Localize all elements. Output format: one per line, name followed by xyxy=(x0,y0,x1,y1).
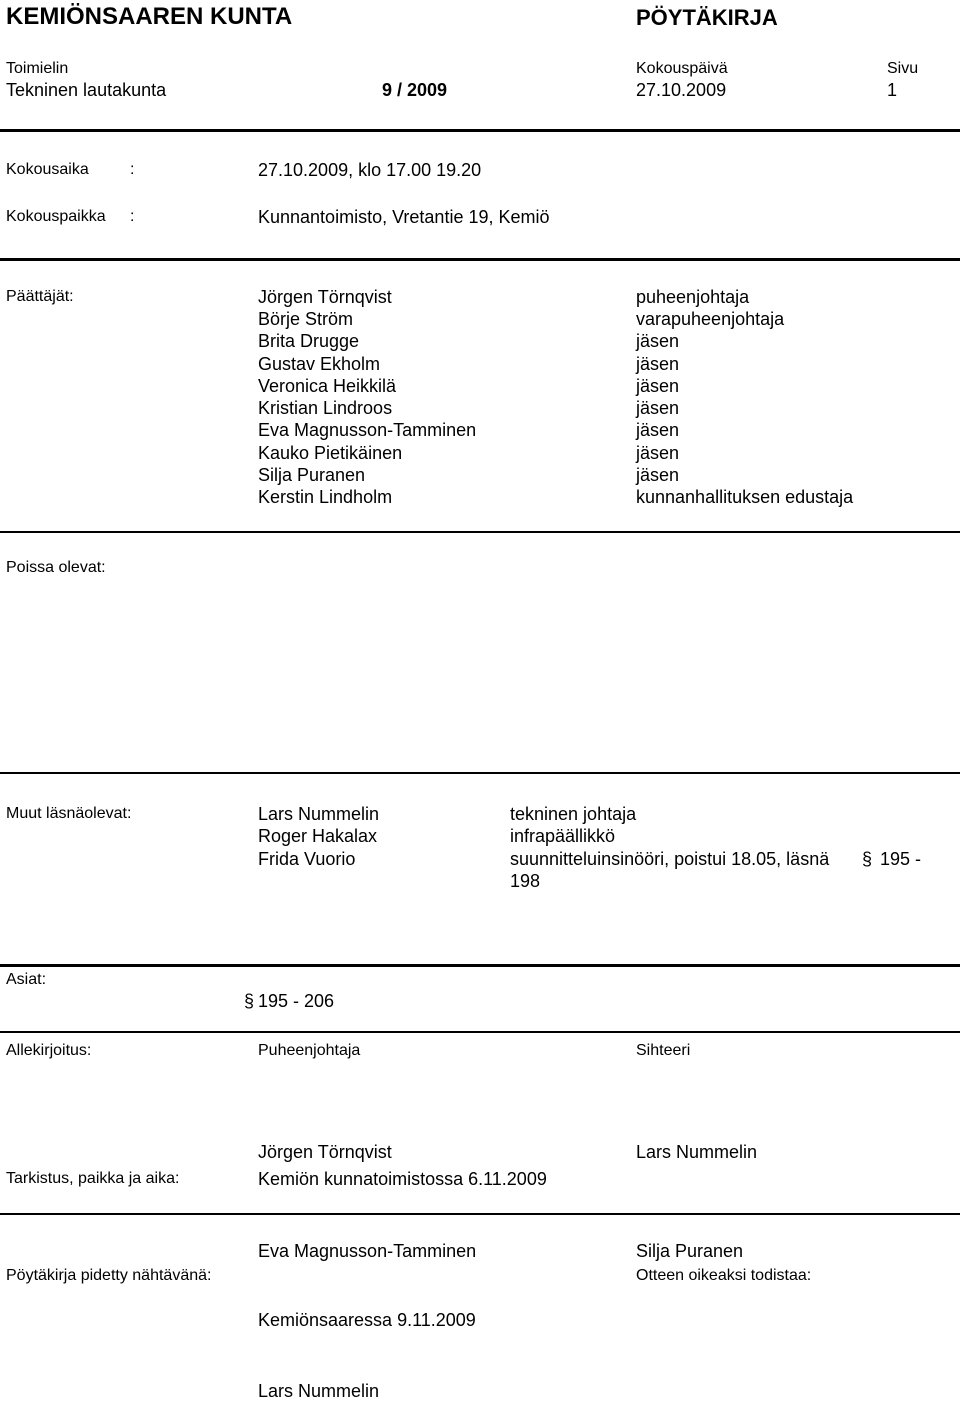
section-sign-icon: § xyxy=(244,991,255,1011)
member-role: jäsen xyxy=(636,376,680,396)
secretary-title: Sihteeri xyxy=(636,1042,691,1059)
time-separator: : xyxy=(130,161,135,178)
member-role: jäsen xyxy=(636,354,680,374)
display-label: Pöytäkirja pidetty nähtävänä: xyxy=(6,1267,212,1284)
checker-name: Eva Magnusson-Tamminen xyxy=(258,1241,477,1261)
member-name: Kerstin Lindholm xyxy=(258,487,393,507)
time-value: 27.10.2009, klo 17.00 19.20 xyxy=(258,160,482,180)
absent-divider xyxy=(0,772,960,774)
display-place-date: Kemiönsaaressa 9.11.2009 xyxy=(258,1310,476,1330)
member-name: Veronica Heikkilä xyxy=(258,376,397,396)
place-value: Kunnantoimisto, Vretantie 19, Kemiö xyxy=(258,207,550,227)
certifier-name: Lars Nummelin xyxy=(258,1381,380,1401)
absent-label: Poissa olevat: xyxy=(6,559,106,576)
other-name: Roger Hakalax xyxy=(258,826,378,846)
date-value: 27.10.2009 xyxy=(636,80,727,100)
meeting-divider xyxy=(0,258,960,261)
deciders-divider xyxy=(0,531,960,533)
others-label: Muut läsnäolevat: xyxy=(6,805,132,822)
check-divider xyxy=(0,1213,960,1215)
other-role-continuation: 198 xyxy=(510,871,541,891)
document-type: PÖYTÄKIRJA xyxy=(636,5,778,30)
secretary-name: Lars Nummelin xyxy=(636,1142,758,1162)
matters-label: Asiat: xyxy=(6,971,47,988)
date-label: Kokouspäivä xyxy=(636,60,728,77)
member-role: jäsen xyxy=(636,443,680,463)
matters-divider xyxy=(0,1031,960,1033)
other-role: tekninen johtaja xyxy=(510,804,637,824)
member-name: Kristian Lindroos xyxy=(258,398,393,418)
member-name: Silja Puranen xyxy=(258,465,366,485)
place-separator: : xyxy=(130,208,135,225)
member-role: jäsen xyxy=(636,420,680,440)
municipality-name: KEMIÖNSAAREN KUNTA xyxy=(6,3,293,30)
chair-name: Jörgen Törnqvist xyxy=(258,1142,392,1162)
signature-label: Allekirjoitus: xyxy=(6,1042,92,1059)
other-role: infrapäällikkö xyxy=(510,826,616,846)
member-role: kunnanhallituksen edustaja xyxy=(636,487,854,507)
certify-label: Otteen oikeaksi todistaa: xyxy=(636,1267,812,1284)
member-name: Gustav Ekholm xyxy=(258,354,381,374)
chair-title: Puheenjohtaja xyxy=(258,1042,361,1059)
others-divider xyxy=(0,964,960,967)
page-label: Sivu xyxy=(887,60,919,77)
other-name: Lars Nummelin xyxy=(258,804,380,824)
time-label: Kokousaika xyxy=(6,161,89,178)
checker-name: Silja Puranen xyxy=(636,1241,744,1261)
member-role: jäsen xyxy=(636,331,680,351)
member-role: jäsen xyxy=(636,465,680,485)
member-name: Jörgen Törnqvist xyxy=(258,287,392,307)
body-value: Tekninen lautakunta xyxy=(6,80,167,100)
check-value: Kemiön kunnatoimistossa 6.11.2009 xyxy=(258,1169,547,1189)
member-name: Kauko Pietikäinen xyxy=(258,443,403,463)
check-label: Tarkistus, paikka ja aika: xyxy=(6,1170,180,1187)
matters-value: 195 - 206 xyxy=(258,991,335,1011)
member-name: Brita Drugge xyxy=(258,331,360,351)
member-role: varapuheenjohtaja xyxy=(636,309,785,329)
section-sign-icon: § xyxy=(862,849,873,869)
other-role: suunnitteluinsinööri, poistui 18.05, läsnä xyxy=(510,849,830,869)
header-divider xyxy=(0,129,960,132)
page-value: 1 xyxy=(887,80,898,100)
member-name: Eva Magnusson-Tamminen xyxy=(258,420,477,440)
other-role-tail: 195 - xyxy=(880,849,922,869)
place-label: Kokouspaikka xyxy=(6,208,106,225)
member-role: puheenjohtaja xyxy=(636,287,750,307)
member-name: Börje Ström xyxy=(258,309,354,329)
body-label: Toimielin xyxy=(6,60,69,77)
deciders-label: Päättäjät: xyxy=(6,288,74,305)
meeting-number: 9 / 2009 xyxy=(382,80,448,100)
other-name: Frida Vuorio xyxy=(258,849,356,869)
member-role: jäsen xyxy=(636,398,680,418)
